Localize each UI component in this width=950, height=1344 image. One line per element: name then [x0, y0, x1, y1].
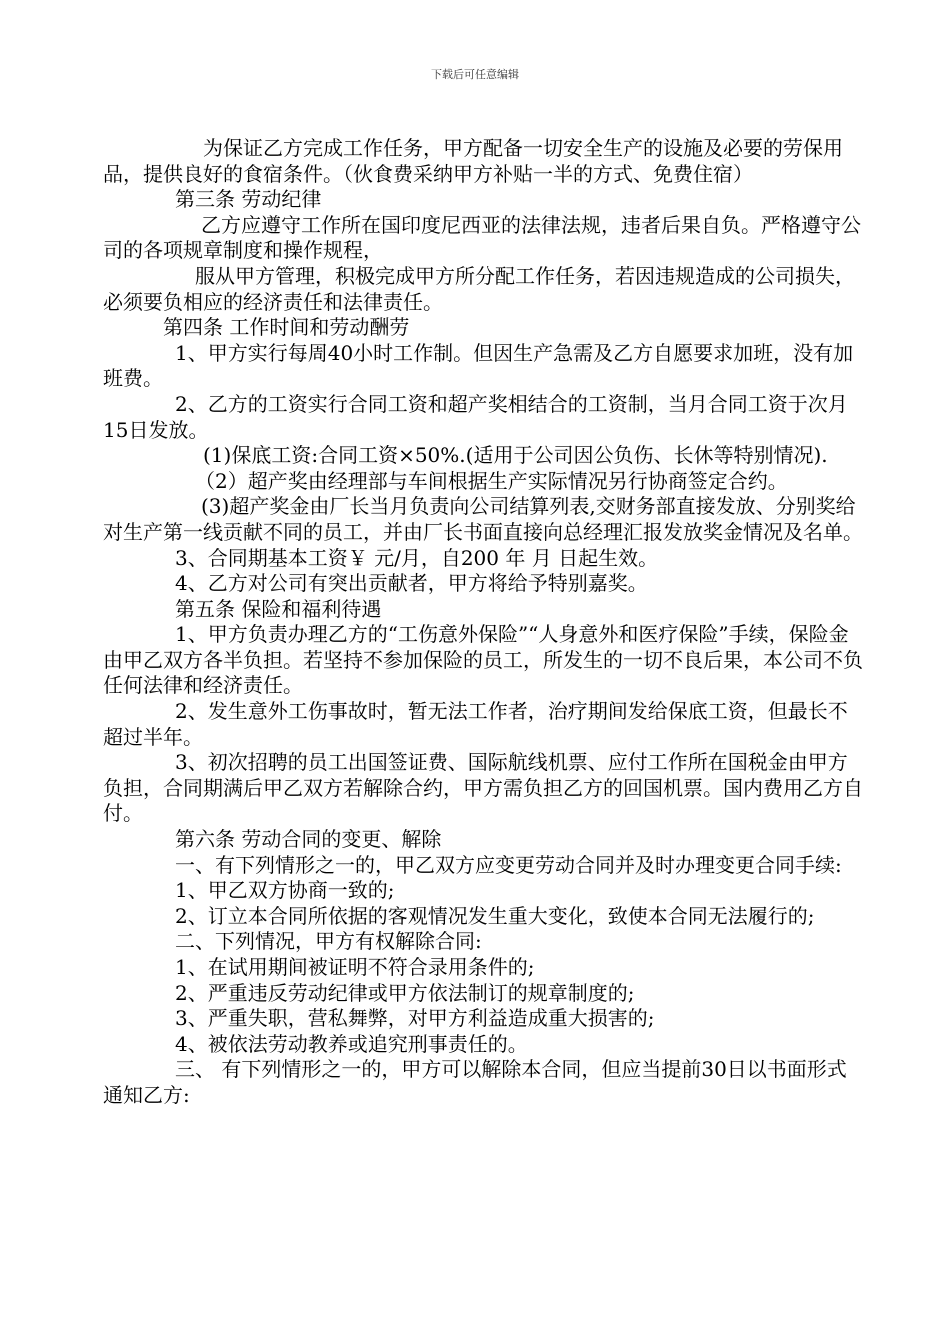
contract-paragraph: 一、有下列情形之一的，甲乙双方应变更劳动合同并及时办理变更合同手续:	[175, 852, 842, 877]
contract-paragraph: 服从甲方管理，积极完成甲方所分配工作任务，若因违规造成的公司损失，必须要负相应的经济责任和法律责任。	[103, 263, 855, 314]
contract-paragraph: 2、严重违反劳动纪律或甲方依法制订的规章制度的;	[175, 980, 635, 1005]
contract-paragraph: 二、下列情况，甲方有权解除合同:	[175, 929, 482, 954]
contract-paragraph: 2、订立本合同所依据的客观情况发生重大变化，致使本合同无法履行的;	[175, 903, 815, 928]
contract-paragraph: 4、乙方对公司有突出贡献者，甲方将给予特别嘉奖。	[175, 571, 648, 596]
contract-paragraph: 3、初次招聘的员工出国签证费、国际航线机票、应付工作所在国税金由甲方负担，合同期满后甲乙双方若解除合约，甲方需负担乙方的回国机票。国内费用乙方自付。	[103, 750, 863, 826]
contract-paragraph: （2）超产奖由经理部与车间根据生产实际情况另行协商签定合约。	[195, 468, 788, 493]
contract-paragraph: 4、被依法劳动教养或追究刑事责任的。	[175, 1031, 528, 1056]
contract-paragraph: 2、乙方的工资实行合同工资和超产奖相结合的工资制，当月合同工资于次月15日发放。	[103, 391, 848, 442]
contract-body	[103, 136, 863, 1109]
page-header-note: 下载后可任意编辑	[431, 68, 519, 81]
contract-paragraph: 第六条 劳动合同的变更、解除	[175, 827, 442, 852]
contract-paragraph: 1、甲乙双方协商一致的;	[175, 878, 395, 903]
contract-paragraph: 乙方应遵守工作所在国印度尼西亚的法律法规，违者后果自负。严格遵守公司的各项规章制度和操作规程，	[103, 212, 861, 263]
contract-paragraph: (3)超产奖金由厂长当月负责向公司结算列表,交财务部直接发放、分别奖给对生产第一线贡献不同的员工，并由厂长书面直接向总经理汇报发放奖金情况及名单。	[103, 494, 863, 544]
contract-paragraph: 2、发生意外工伤事故时，暂无法工作者，治疗期间发给保底工资，但最长不超过半年。	[103, 699, 848, 749]
contract-paragraph: 1、甲方负责办理乙方的“工伤意外保险”“人身意外和医疗保险”手续，保险金由甲乙双方各半负担。若坚持不参加保险的员工，所发生的一切不良后果，本公司不负任何法律和经济责任。	[103, 622, 863, 698]
contract-paragraph: 三、 有下列情形之一的，甲方可以解除本合同，但应当提前30日以书面形式通知乙方:	[103, 1057, 847, 1107]
contract-paragraph: 第五条 保险和福利待遇	[175, 596, 382, 621]
contract-paragraph: 第四条 工作时间和劳动酬劳	[163, 315, 410, 340]
contract-paragraph: 为保证乙方完成工作任务，甲方配备一切安全生产的设施及必要的劳保用品，提供良好的食宿条件。（伙食费采纳甲方补贴一半的方式、免费住宿）	[103, 136, 843, 186]
contract-paragraph: (1)保底工资:合同工资×50%.(适用于公司因公负伤、长休等特别情况).	[203, 443, 828, 468]
contract-paragraph: 1、甲方实行每周40小时工作制。但因生产急需及乙方自愿要求加班，没有加班费。	[103, 340, 854, 391]
contract-paragraph: 3、合同期基本工资￥ 元/月，自200 年 月 日起生效。	[175, 545, 659, 570]
contract-paragraph: 第三条 劳动纪律	[175, 187, 322, 212]
contract-paragraph: 3、严重失职，营私舞弊，对甲方利益造成重大损害的;	[175, 1006, 655, 1031]
contract-paragraph: 1、在试用期间被证明不符合录用条件的;	[175, 955, 535, 979]
